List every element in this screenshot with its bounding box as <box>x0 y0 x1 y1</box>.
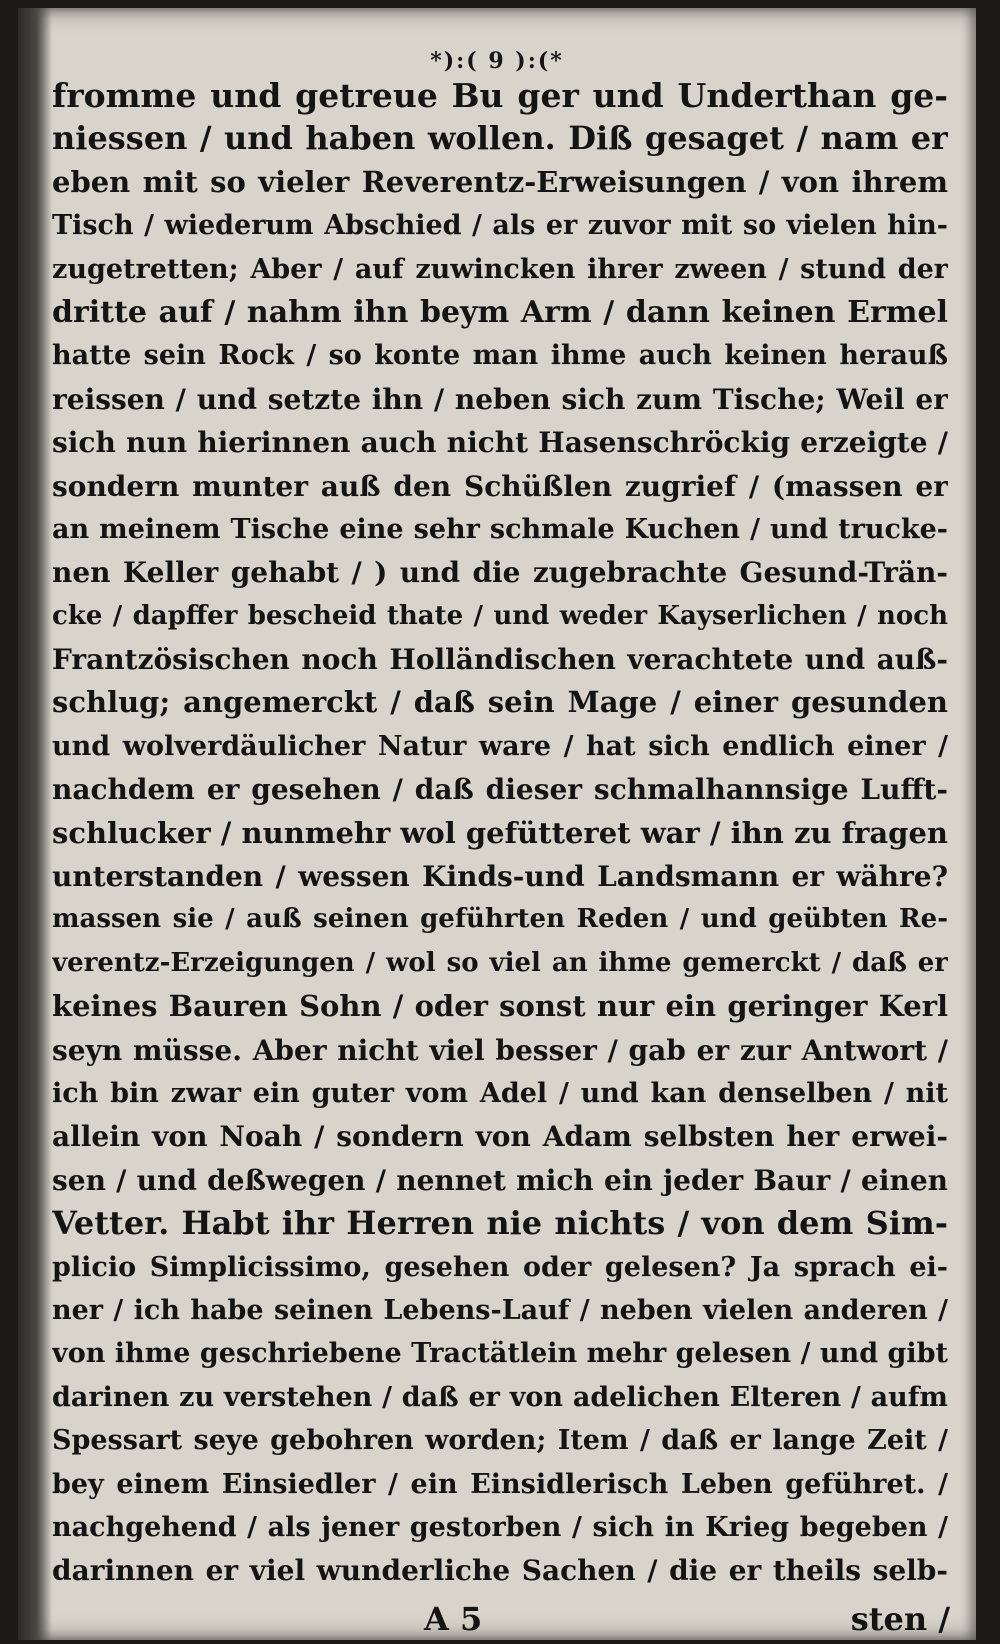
page-header: *):( 9 ):(* <box>430 48 564 74</box>
text-line: plicio Simplicissimo, gesehen oder gelesen? Ja sprach ei- <box>52 1251 948 1283</box>
text-line: an meinem Tische eine sehr schmale Kuchen / und trucke- <box>52 513 948 545</box>
text-line: nachdem er gesehen / daß dieser schmalhannsige Lufft- <box>52 773 948 807</box>
text-line: sen / und deßwegen / nennet mich ein jeder Baur / einen <box>52 1163 948 1197</box>
text-line: allein von Noah / sondern von Adam selbsten her erwei- <box>52 1120 948 1154</box>
text-line: darinnen er viel wunderliche Sachen / die er theils selb- <box>52 1554 948 1588</box>
text-line: sondern munter auß den Schüßlen zugrief / (massen er <box>52 469 948 503</box>
text-line: zugetretten; Aber / auf zuwincken ihrer zween / stund der <box>52 253 948 285</box>
catchword: sten / <box>850 1600 950 1638</box>
text-line: schlucker / nunmehr wol gefütteret war / ihn zu fragen <box>52 815 948 850</box>
text-line: Frantzösischen noch Holländischen verachtete und auß- <box>52 643 948 677</box>
text-line: seyn müsse. Aber nicht viel besser / gab er zur Antwort / <box>52 1033 948 1067</box>
text-line: reissen / und setzte ihn / neben sich zum Tische; Weil er <box>52 382 948 416</box>
text-line: Spessart seye gebohren worden; Item / daß er lange Zeit / <box>52 1425 948 1457</box>
body-text <box>52 74 948 1593</box>
text-line: niessen / und haben wollen. Diß gesaget / nam er <box>52 119 948 158</box>
text-line: Vetter. Habt ihr Herren nie nichts / von dem Sim- <box>52 1204 948 1243</box>
text-line: sich nun hierinnen auch nicht Hasenschröckig erzeigte / <box>52 426 948 460</box>
text-line: dritte auf / nahm ihn beym Arm / dann keinen Ermel <box>52 294 948 330</box>
text-line: hatte sein Rock / so konte man ihme auch keinen herauß <box>52 340 948 372</box>
text-line: bey einem Einsiedler / ein Einsidlerisch Leben geführet. / <box>52 1468 948 1500</box>
text-line: eben mit so vieler Reverentz-Erweisungen / von ihrem <box>52 164 948 199</box>
text-line: massen sie / auß seinen geführten Reden / und geübten Re- <box>52 904 948 935</box>
text-line: von ihme geschriebene Tractätlein mehr gelesen / und gibt <box>52 1338 948 1370</box>
page-footer <box>52 1600 950 1640</box>
text-line: verentz-Erzeigungen / wol so viel an ihme gemerckt / daß er <box>52 947 948 978</box>
text-line: darinen zu verstehen / daß er von adelichen Elteren / aufm <box>52 1381 948 1413</box>
text-line: keines Bauren Sohn / oder sonst nur ein geringer Kerl <box>52 989 948 1024</box>
book-page <box>18 8 976 1640</box>
text-line: ner / ich habe seinen Lebens-Lauf / neben vielen anderen / <box>52 1294 948 1326</box>
text-line: Tisch / wiederum Abschied / als er zuvor mit so vielen hin- <box>52 210 948 242</box>
text-line: schlug; angemerckt / daß sein Mage / einer gesunden <box>52 685 948 720</box>
text-line: nachgehend / als jener gestorben / sich in Krieg begeben / <box>52 1511 948 1543</box>
book-gutter <box>18 8 52 1640</box>
text-line: unterstanden / wessen Kinds-und Landsmann er währe? <box>52 860 948 894</box>
signature-mark: A 5 <box>424 1600 483 1638</box>
text-line: ich bin zwar ein guter vom Adel / und kan denselben / nit <box>52 1077 948 1109</box>
text-line: nen Keller gehabt / ) und die zugebrachte Gesund-Trän- <box>52 556 948 590</box>
text-line: und wolverdäulicher Natur ware / hat sich endlich einer / <box>52 730 948 762</box>
text-line: fromme und getreue Bu ger und Underthan ge- <box>52 76 948 115</box>
text-line: cke / dapffer bescheid thate / und weder Kayserlichen / noch <box>52 600 948 631</box>
